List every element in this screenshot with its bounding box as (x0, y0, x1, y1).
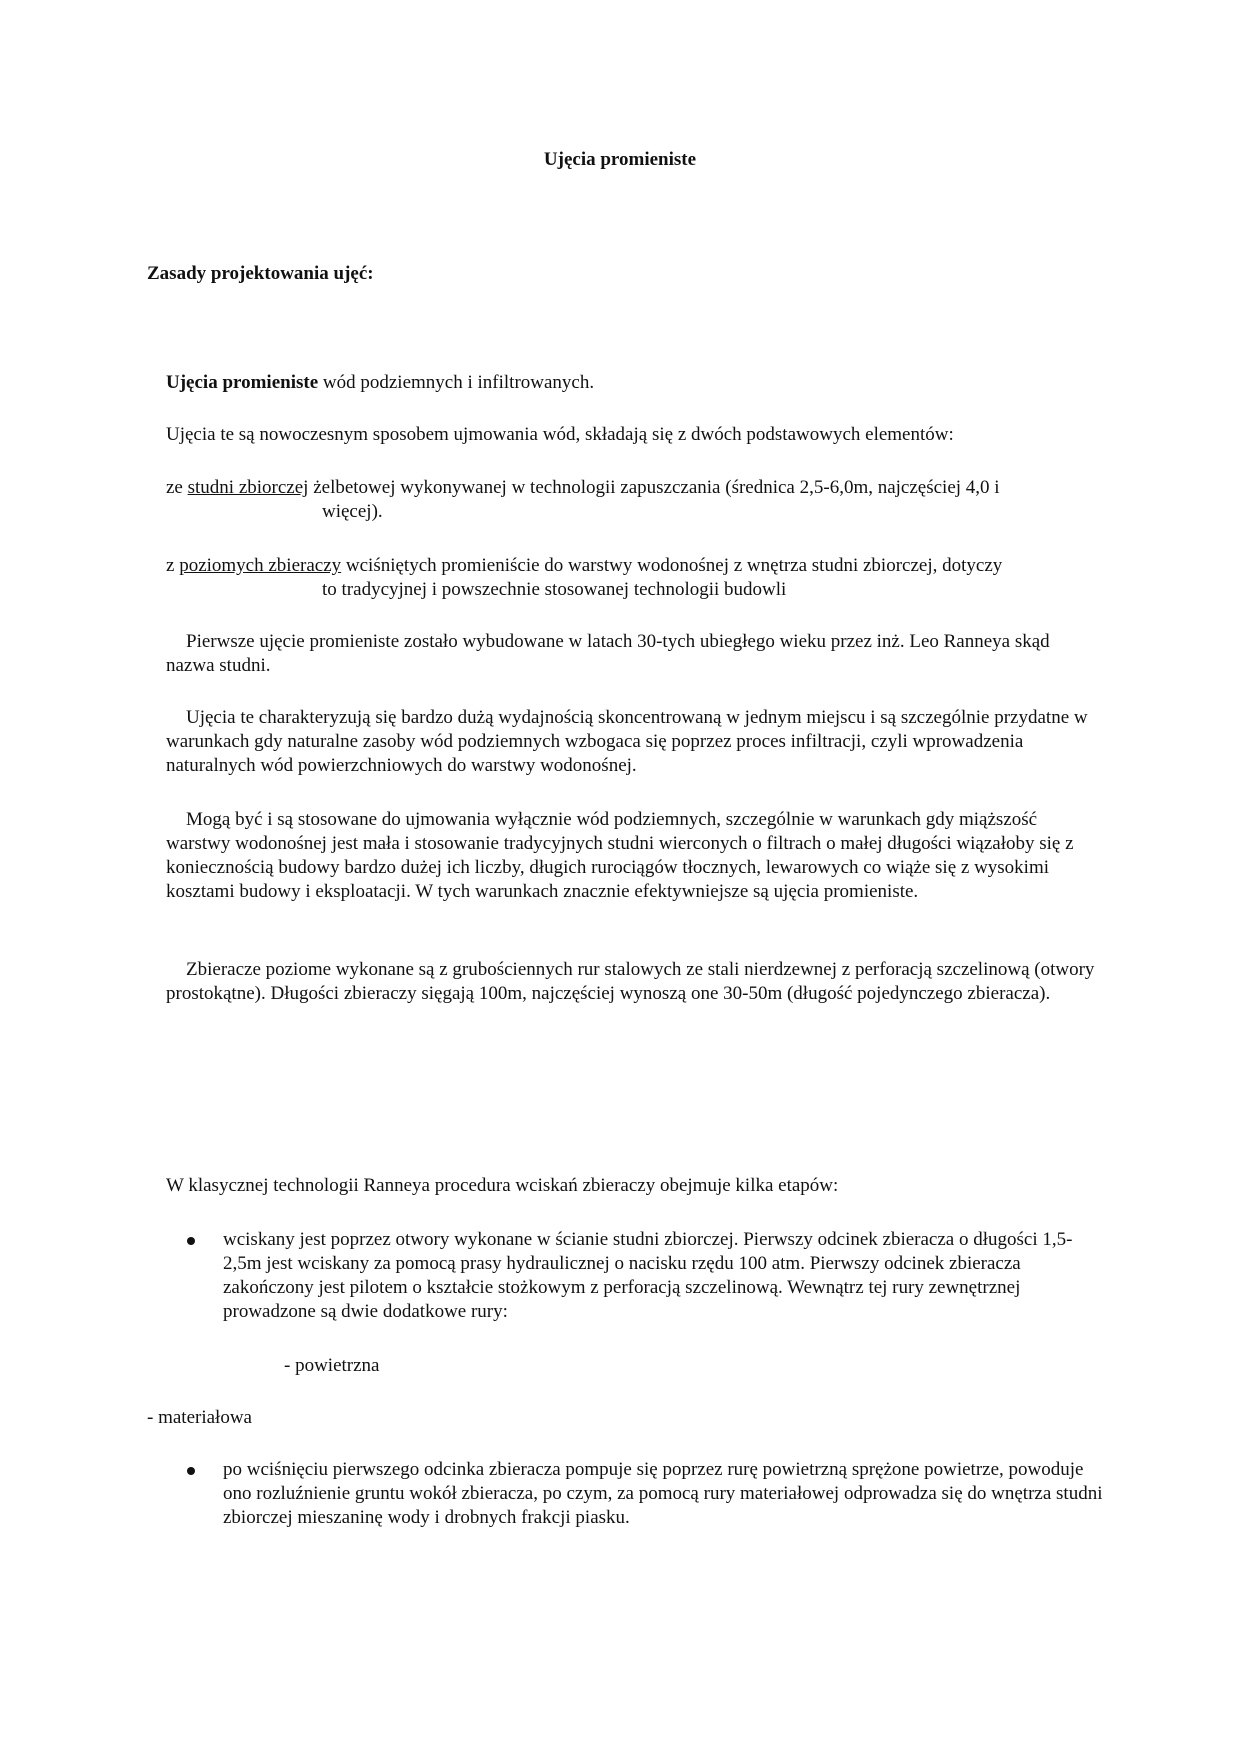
sub-item-material: - materiałowa (147, 1407, 252, 1428)
element-1-rest: żelbetowej wykonywanej w technologii zapuszczania (średnica 2,5-6,0m, najczęściej 4,0 i (308, 477, 1000, 498)
efficiency-paragraph: Ujęcia te charakteryzują się bardzo dużą wydajnością skoncentrowaną w jednym miejscu i są szczególnie przydatne w warunkach gdy naturalne zasoby wód podziemnych wzbogaca się poprzez proces infiltracji, czyli wprowadzenia naturalnych wód powierzchniowych do warstwy wodonośnej. (166, 707, 1088, 776)
element-1-paragraph (166, 476, 1096, 524)
element-2-paragraph (166, 554, 1096, 602)
element-1-continuation: więcej). (322, 501, 383, 522)
element-2-prefix: z (166, 555, 180, 576)
intro-bold: Ujęcia promieniste (166, 372, 319, 393)
bullet-1-text: wciskany jest poprzez otwory wykonane w ścianie studni zbiorczej. Pierwszy odcinek zbieracza o długości 1,5-2,5m jest wciskany za pomocą prasy hydraulicznej o nacisku rzędu 100 atm. Pierwszy odcinek zbieracza zakończony jest pilotem o kształcie stożkowym z perforacją szczelinową. Wewnątrz tej rury zewnętrznej prowadzone są dwie dodatkowe rury: (223, 1229, 1073, 1322)
intro-paragraph (166, 371, 1096, 395)
procedure-paragraph: W klasycznej technologii Ranneya procedura wciskań zbieraczy obejmuje kilka etapów: (166, 1175, 839, 1196)
collectors-paragraph: Zbieracze poziome wykonane są z grubościennych rur stalowych ze stali nierdzewnej z perforacją szczelinową (otwory prostokątne). Długości zbieraczy sięgają 100m, najczęściej wynoszą one 30-50m (długość pojedynczego zbieracza). (166, 959, 1095, 1004)
sub-item-air: - powietrzna (284, 1355, 380, 1376)
element-2-rest: wciśniętych promieniście do warstwy wodonośnej z wnętrza studni zbiorczej, dotyczy (341, 555, 1003, 576)
intro-rest: wód podziemnych i infiltrowanych. (318, 372, 595, 393)
groundwater-paragraph: Mogą być i są stosowane do ujmowania wyłącznie wód podziemnych, szczególnie w warunkach gdy miąższość warstwy wodonośnej jest mała i stosowanie tradycyjnych studni wierconych o filtrach o małej długości wiązałoby się z koniecznością budowy bardzo dużej ich liczby, długich rurociągów tłocznych, lewarowych co wiąże się z wysokimi kosztami budowy i eksploatacji. W tych warunkach znacznie efektywniejsze są ujęcia promieniste. (166, 809, 1074, 902)
element-1-link: studni zbiorczej (187, 477, 309, 498)
history-paragraph: Pierwsze ujęcie promieniste zostało wybudowane w latach 30-tych ubiegłego wieku przez inż. Leo Ranneya skąd nazwa studni. (166, 631, 1050, 676)
bullet-2-dot (187, 1467, 195, 1475)
page-title: Ujęcia promieniste (543, 149, 697, 170)
elements-paragraph: Ujęcia te są nowoczesnym sposobem ujmowania wód, składają się z dwóch podstawowych elementów: (166, 424, 954, 445)
bullet-2-text: po wciśnięciu pierwszego odcinka zbieracza pompuje się poprzez rurę powietrzną sprężone powietrze, powoduje ono rozluźnienie gruntu wokół zbieracza, po czym, za pomocą rury materiałowej odprowadza się do wnętrza studni zbiorczej mieszaninę wody i drobnych frakcji piasku. (223, 1459, 1103, 1528)
element-2-link: poziomych zbieraczy (179, 555, 342, 576)
bullet-1-dot (187, 1237, 195, 1245)
section-heading: Zasady projektowania ujęć: (147, 263, 374, 284)
element-1-prefix: ze (166, 477, 188, 498)
element-2-continuation: to tradycyjnej i powszechnie stosowanej technologii budowli (322, 579, 787, 600)
